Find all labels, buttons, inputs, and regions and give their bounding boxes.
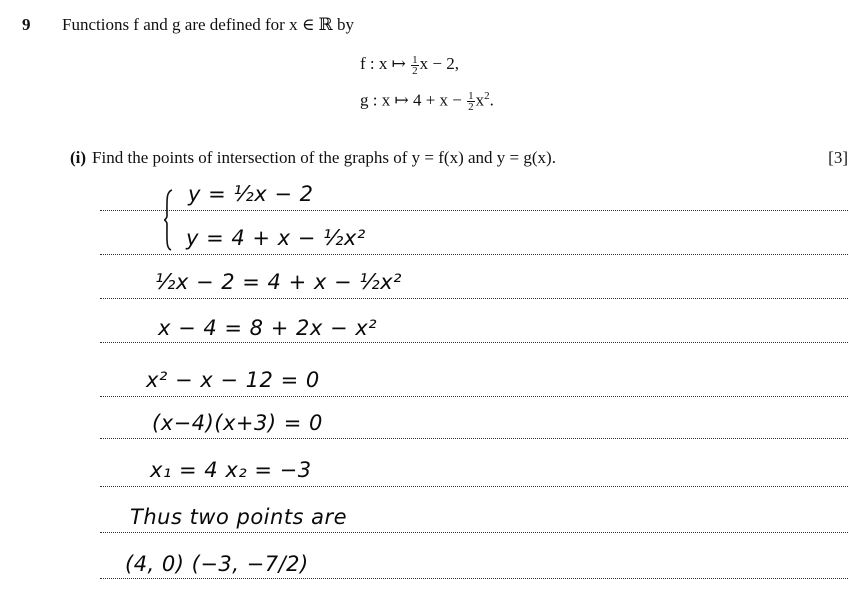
answer-line[interactable] <box>100 578 848 579</box>
handwritten-line: y = ½x − 2 <box>188 182 314 206</box>
function-f-definition <box>360 54 459 76</box>
part-i-prompt <box>70 148 848 168</box>
handwritten-line: x² − x − 12 = 0 <box>146 368 320 392</box>
handwritten-line: x − 4 = 8 + 2x − x² <box>158 316 378 340</box>
half-fraction <box>467 91 475 112</box>
question-number: 9 <box>22 15 31 34</box>
answer-line[interactable] <box>100 298 848 299</box>
marks-badge: [3] <box>828 148 848 167</box>
handwritten-line: x₁ = 4 x₂ = −3 <box>150 458 312 482</box>
g-prefix: g : x ↦ 4 + x − <box>360 90 467 110</box>
answer-line[interactable] <box>100 210 848 211</box>
handwritten-line: Thus two points are <box>130 505 348 529</box>
f-suffix: x − 2, <box>419 54 459 73</box>
g-exponent: 2 <box>484 90 490 102</box>
fraction-numerator: 1 <box>468 90 474 103</box>
answer-line[interactable] <box>100 342 848 343</box>
fraction-numerator: 1 <box>412 53 418 66</box>
g-suffix: x <box>475 90 485 110</box>
fraction-denominator: 2 <box>412 64 418 77</box>
answer-line[interactable] <box>100 438 848 439</box>
part-text: Find the points of intersection of the graphs of y = f(x) and y = g(x). <box>92 148 556 167</box>
answer-line[interactable] <box>100 486 848 487</box>
function-g-definition <box>360 90 494 112</box>
handwritten-line: y = 4 + x − ½x² <box>186 226 366 250</box>
fraction-denominator: 2 <box>468 101 474 114</box>
handwritten-line: (4, 0) (−3, −7/2) <box>125 552 309 576</box>
question-intro: Functions f and g are defined for x ∈ ℝ by <box>62 15 355 34</box>
answer-line[interactable] <box>100 396 848 397</box>
answer-line[interactable] <box>100 532 848 533</box>
answer-line[interactable] <box>100 254 848 255</box>
g-end: . <box>489 90 494 110</box>
part-label: (i) <box>70 148 87 167</box>
f-prefix: f : x ↦ <box>360 54 411 73</box>
handwritten-line: ½x − 2 = 4 + x − ½x² <box>155 270 402 294</box>
half-fraction <box>411 55 419 76</box>
handwritten-line: (x−4)(x+3) = 0 <box>152 411 323 435</box>
brace-icon <box>163 188 173 252</box>
